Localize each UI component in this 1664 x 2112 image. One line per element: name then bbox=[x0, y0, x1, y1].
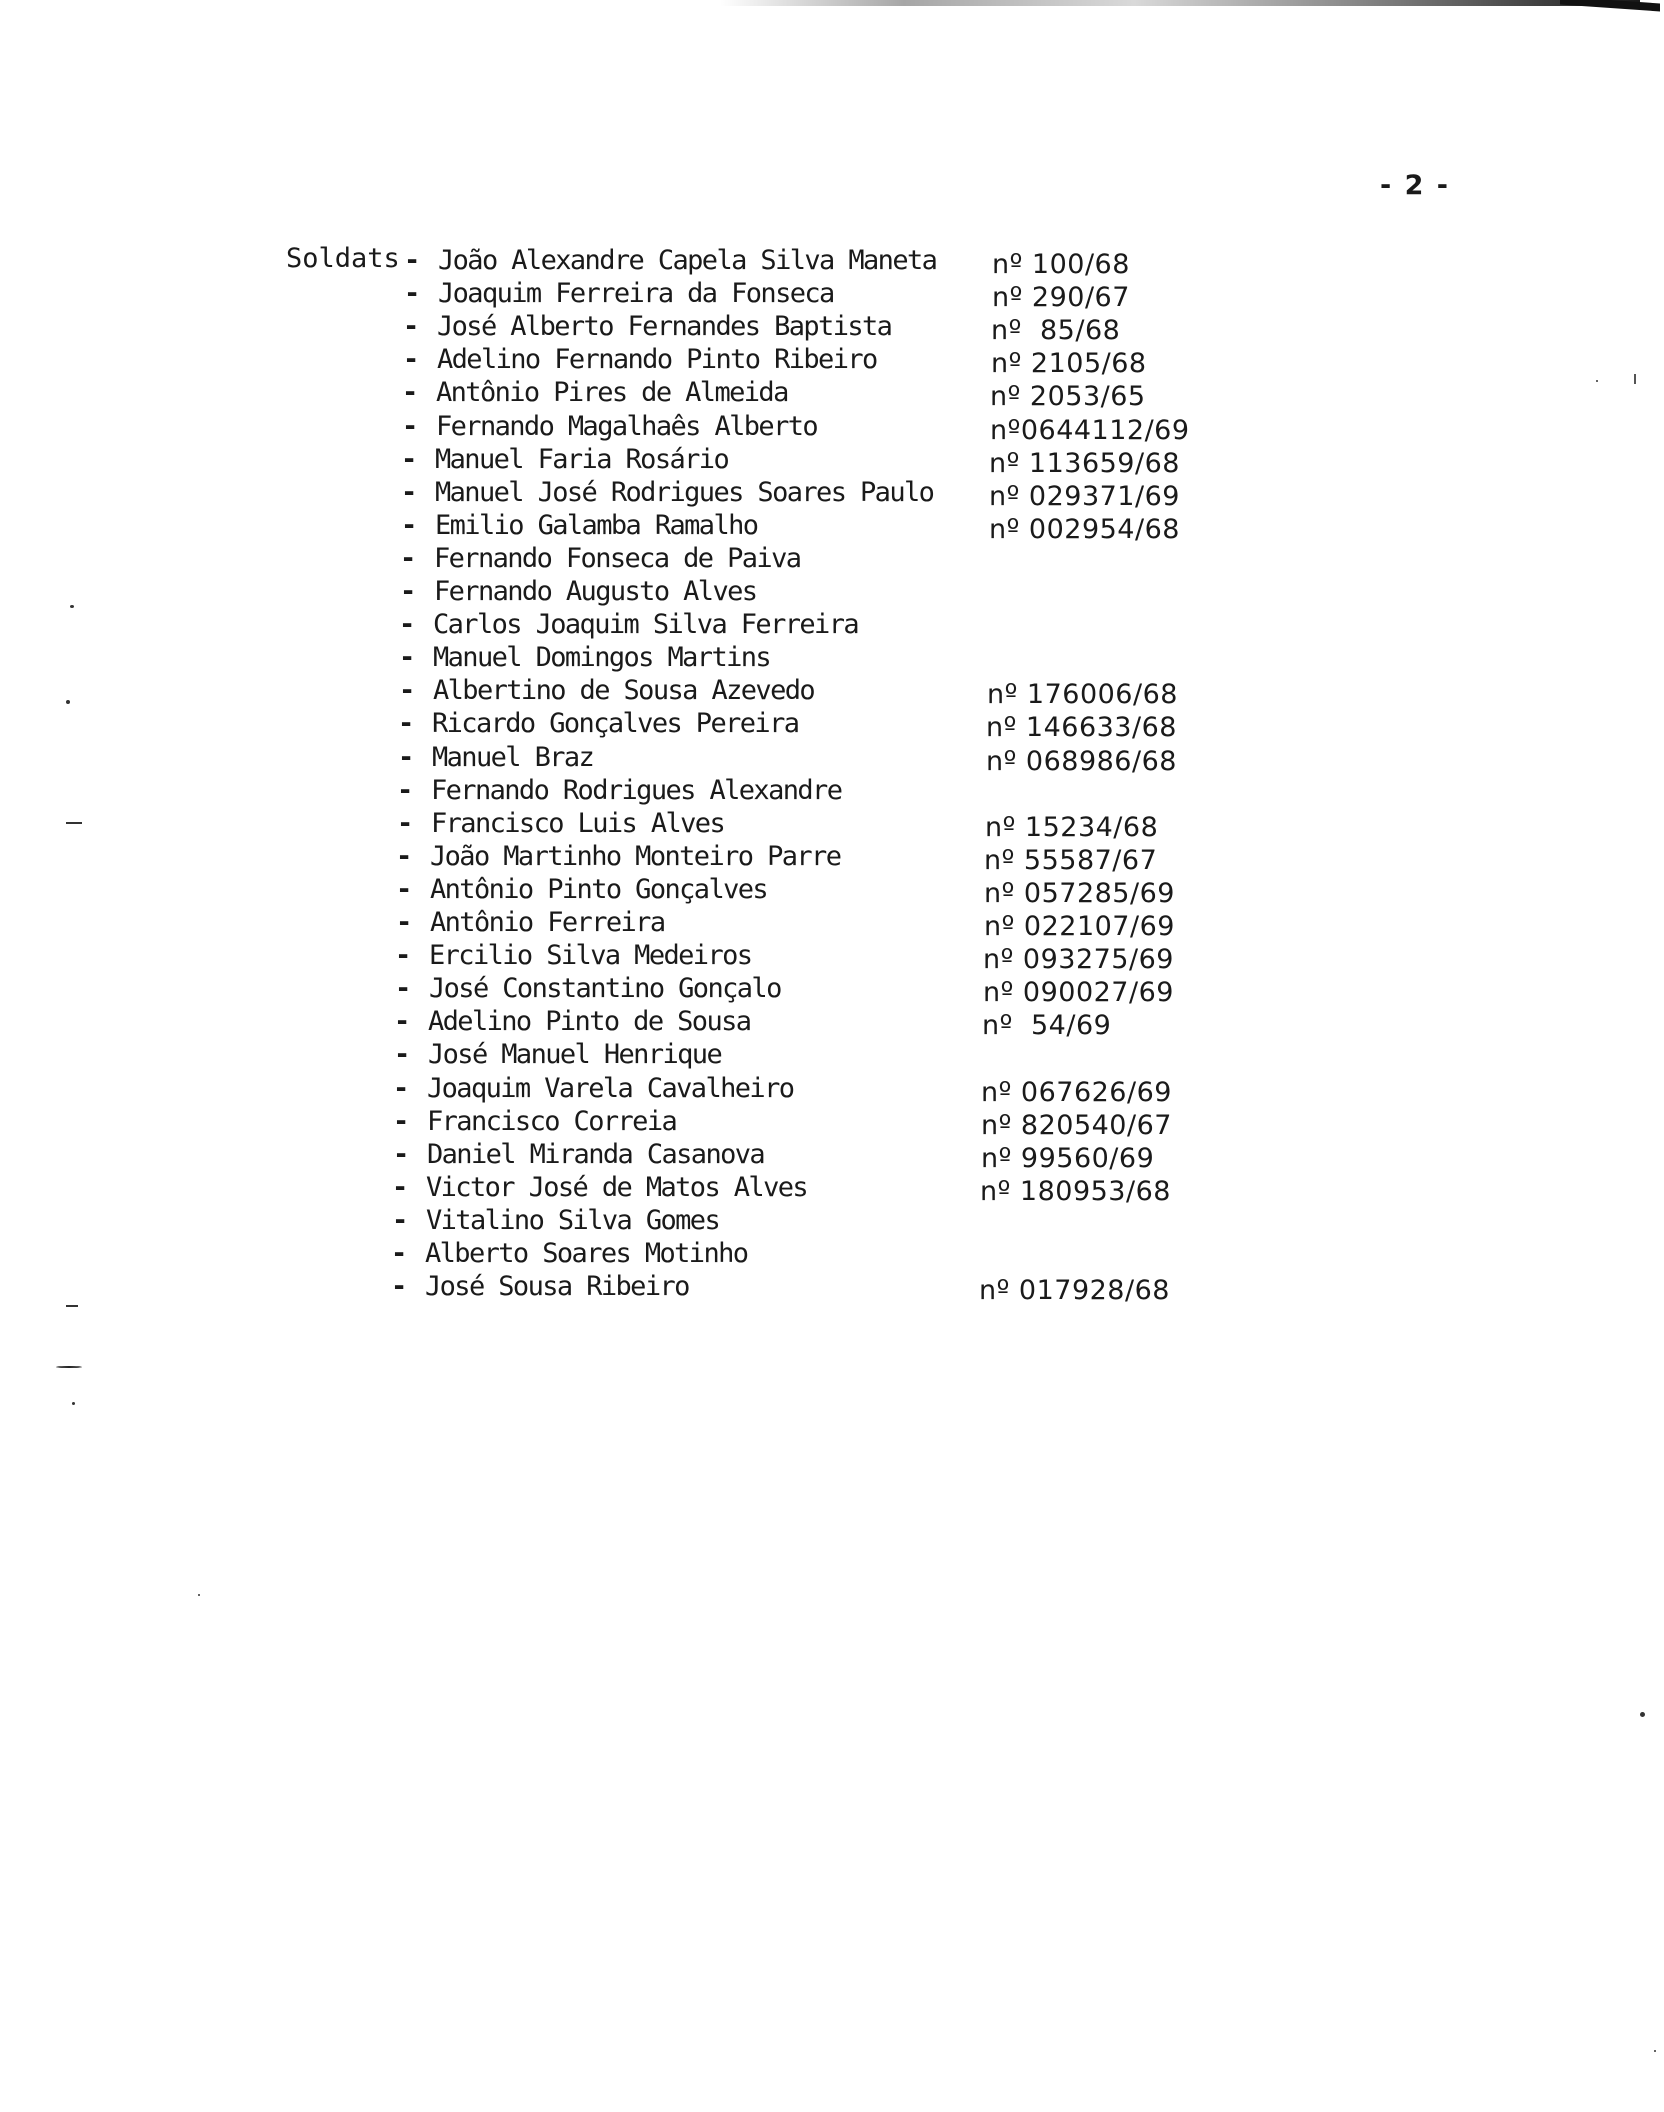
soldier-number: nº 180953/68 bbox=[980, 1175, 1171, 1207]
soldier-number: nº 15234/68 bbox=[985, 811, 1159, 843]
list-item bbox=[0, 1172, 1664, 1205]
list-item bbox=[0, 675, 1664, 711]
list-item bbox=[0, 1039, 1664, 1072]
list-dash: - bbox=[394, 1006, 411, 1038]
list-item bbox=[0, 1271, 1664, 1307]
list-dash: - bbox=[398, 708, 415, 740]
soldier-number: nº 067626/69 bbox=[981, 1076, 1172, 1108]
margin-mark bbox=[66, 822, 82, 824]
list-item bbox=[0, 940, 1664, 976]
soldier-number: nº 022107/69 bbox=[984, 911, 1175, 942]
list-item bbox=[0, 609, 1664, 642]
list-item bbox=[0, 1106, 1664, 1139]
list-dash: - bbox=[400, 542, 417, 574]
list-dash: - bbox=[396, 873, 413, 905]
list-item bbox=[0, 576, 1664, 609]
list-item bbox=[0, 377, 1664, 413]
soldier-number: nº 057285/69 bbox=[984, 877, 1175, 909]
list-item bbox=[0, 1205, 1664, 1238]
soldier-name: Antônio Pires de Almeida bbox=[436, 377, 788, 409]
soldier-name: Fernando Augusto Alves bbox=[434, 576, 757, 607]
list-dash: - bbox=[392, 1171, 409, 1203]
soldier-name: Francisco Luis Alves bbox=[431, 807, 725, 839]
soldier-name: Manuel Faria Rosário bbox=[435, 443, 729, 475]
scan-speck bbox=[70, 605, 74, 608]
soldier-name: Joaquim Ferreira da Fonseca bbox=[438, 278, 834, 310]
list-dash: - bbox=[403, 344, 420, 376]
list-dash: - bbox=[404, 278, 421, 310]
soldier-number: nº 100/68 bbox=[992, 249, 1130, 280]
soldier-name: João Martinho Monteiro Parre bbox=[430, 840, 841, 872]
soldier-name: Francisco Correia bbox=[427, 1105, 677, 1137]
soldier-number: nº 176006/68 bbox=[987, 679, 1178, 711]
soldier-name: Carlos Joaquim Silva Ferreira bbox=[433, 609, 859, 641]
soldier-number: nº 2105/68 bbox=[991, 348, 1147, 380]
list-item bbox=[0, 245, 1664, 278]
list-item bbox=[0, 1139, 1664, 1172]
soldier-name: Manuel Domingos Martins bbox=[433, 642, 771, 674]
soldier-number: nº0644112/69 bbox=[990, 414, 1190, 446]
page-number: - 2 - bbox=[1380, 170, 1450, 201]
soldier-name: José Alberto Fernandes Baptista bbox=[437, 311, 892, 343]
soldier-number: nº 113659/68 bbox=[989, 447, 1180, 479]
list-dash: - bbox=[402, 410, 419, 442]
list-item bbox=[0, 444, 1664, 477]
list-dash: - bbox=[400, 576, 417, 607]
soldier-number: nº 290/67 bbox=[992, 282, 1130, 314]
soldier-name: Antônio Ferreira bbox=[430, 907, 665, 938]
list-dash: - bbox=[401, 476, 418, 508]
list-dash: - bbox=[399, 609, 416, 641]
list-dash: - bbox=[393, 1105, 410, 1137]
list-item bbox=[0, 841, 1664, 874]
soldier-number: nº 2053/65 bbox=[990, 381, 1146, 413]
list-item bbox=[0, 311, 1664, 347]
soldier-name: Adelino Pinto de Sousa bbox=[428, 1006, 751, 1038]
list-dash: - bbox=[403, 311, 420, 343]
soldier-name: Alberto Soares Motinho bbox=[425, 1238, 748, 1269]
list-item bbox=[0, 1238, 1664, 1271]
list-dash: - bbox=[401, 443, 418, 475]
soldier-name: Albertino de Sousa Azevedo bbox=[433, 675, 815, 707]
list-dash: - bbox=[402, 377, 419, 409]
soldier-number: nº 99560/69 bbox=[981, 1142, 1155, 1174]
soldier-number: nº 090027/69 bbox=[983, 977, 1174, 1009]
list-item bbox=[0, 742, 1664, 775]
soldier-name: José Manuel Henrique bbox=[428, 1039, 722, 1071]
soldier-name: Joaquim Varela Cavalheiro bbox=[427, 1072, 794, 1104]
scan-speck bbox=[1640, 1712, 1645, 1717]
soldier-number: nº 55587/67 bbox=[984, 844, 1158, 876]
list-item bbox=[0, 344, 1664, 380]
soldier-name: Daniel Miranda Casanova bbox=[427, 1138, 765, 1170]
soldier-name: Manuel José Rodrigues Soares Paulo bbox=[435, 476, 934, 508]
scan-speck bbox=[1596, 380, 1598, 382]
list-dash: - bbox=[399, 675, 416, 707]
soldier-name: Manuel Braz bbox=[432, 741, 594, 773]
list-item bbox=[0, 808, 1664, 841]
soldier-number: nº 029371/69 bbox=[989, 480, 1180, 512]
list-dash: - bbox=[393, 1072, 410, 1104]
list-dash: - bbox=[397, 774, 414, 806]
list-item bbox=[0, 543, 1664, 576]
soldier-number: nº 002954/68 bbox=[989, 513, 1180, 545]
list-item bbox=[0, 278, 1664, 314]
soldier-number: nº 85/68 bbox=[991, 315, 1121, 347]
list-item bbox=[0, 874, 1664, 907]
soldier-number: nº 54/69 bbox=[982, 1010, 1112, 1042]
soldier-name: Vitalino Silva Gomes bbox=[426, 1204, 720, 1236]
list-item bbox=[0, 1073, 1664, 1106]
list-dash: - bbox=[401, 509, 418, 541]
scan-speck bbox=[198, 1594, 200, 1596]
list-dash: - bbox=[391, 1238, 408, 1269]
margin-mark bbox=[66, 1305, 78, 1307]
margin-mark bbox=[56, 1366, 82, 1368]
list-dash: - bbox=[397, 807, 414, 839]
scan-speck bbox=[72, 1402, 75, 1405]
scan-speck bbox=[1654, 2050, 1656, 2052]
list-item bbox=[0, 510, 1664, 543]
list-item bbox=[0, 642, 1664, 675]
soldier-name: Victor José de Matos Alves bbox=[426, 1171, 808, 1203]
soldier-name: Fernando Fonseca de Paiva bbox=[434, 542, 801, 574]
soldier-name: José Constantino Gonçalo bbox=[429, 973, 781, 1005]
soldier-name: Antônio Pinto Gonçalves bbox=[430, 873, 768, 905]
list-item bbox=[0, 708, 1664, 744]
soldier-number: nº 017928/68 bbox=[979, 1275, 1170, 1307]
soldier-name: Ricardo Gonçalves Pereira bbox=[432, 708, 799, 740]
section-label: Soldats bbox=[286, 243, 400, 274]
list-dash: - bbox=[398, 741, 415, 773]
soldier-number: nº 068986/68 bbox=[986, 745, 1177, 777]
list-dash: - bbox=[404, 245, 421, 276]
list-dash: - bbox=[391, 1271, 408, 1303]
soldier-name: Ercilio Silva Medeiros bbox=[429, 940, 752, 972]
scan-speck bbox=[66, 700, 70, 704]
scan-edge-shadow bbox=[720, 0, 1640, 6]
list-item bbox=[0, 1006, 1664, 1042]
soldier-number: nº 146633/68 bbox=[986, 712, 1177, 744]
list-item bbox=[0, 775, 1664, 808]
list-item bbox=[0, 477, 1664, 510]
list-dash: - bbox=[395, 940, 412, 972]
soldier-name: José Sousa Ribeiro bbox=[425, 1271, 689, 1303]
soldier-name: Fernando Magalhaês Alberto bbox=[436, 410, 818, 442]
list-item bbox=[0, 411, 1664, 444]
soldier-name: Emilio Galamba Ramalho bbox=[435, 509, 758, 541]
list-item bbox=[0, 907, 1664, 940]
soldier-name: João Alexandre Capela Silva Maneta bbox=[438, 245, 937, 276]
margin-mark bbox=[1634, 374, 1638, 384]
list-dash: - bbox=[396, 840, 413, 872]
soldier-number: nº 820540/67 bbox=[981, 1109, 1172, 1141]
list-dash: - bbox=[393, 1138, 410, 1170]
soldier-name: Fernando Rodrigues Alexandre bbox=[431, 774, 842, 806]
list-dash: - bbox=[399, 642, 416, 674]
soldier-name: Adelino Fernando Pinto Ribeiro bbox=[437, 344, 877, 376]
list-dash: - bbox=[395, 973, 412, 1005]
list-dash: - bbox=[394, 1039, 411, 1071]
list-dash: - bbox=[392, 1204, 409, 1236]
soldier-number: nº 093275/69 bbox=[983, 944, 1174, 976]
list-item bbox=[0, 973, 1664, 1009]
list-dash: - bbox=[396, 907, 413, 938]
